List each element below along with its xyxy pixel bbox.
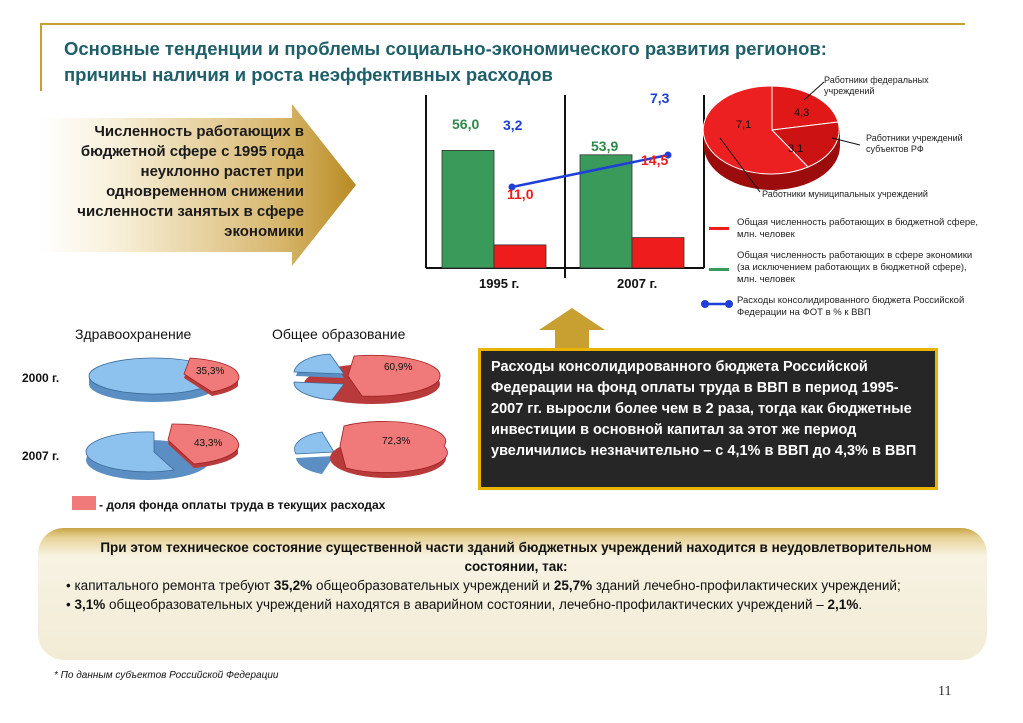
footnote: * По данным субъектов Российской Федерации [54, 670, 279, 681]
bullet-2-value-a: 3,1% [74, 597, 106, 612]
pie-education-2000 [292, 348, 452, 408]
bullet-2-value-b: 2,1% [827, 597, 859, 612]
arrow-text: Численность работающих в бюджетной сфере с 1995 года неуклонно растет при одновременном снижении численности занятых в сфере экономики [77, 123, 304, 240]
bar-label-economy-1995: 56,0 [452, 116, 480, 132]
bar-label-economy-2007: 53,9 [591, 138, 619, 154]
footnote-text: По данным субъектов Российской Федерации [60, 670, 279, 681]
callout-municipal: Работники муниципальных учреждений [762, 189, 928, 199]
frame-line [40, 23, 42, 91]
up-arrow-graphic [537, 306, 607, 350]
share-legend-swatch [72, 496, 96, 510]
bar-budget-0 [494, 245, 546, 268]
pie-3d [703, 86, 840, 190]
bullet-2-text-a: общеобразовательных учреждений находятся в аварийном состоянии, лечебно-профилактических учреждений – [105, 597, 824, 612]
pie-education-2007 [294, 420, 454, 482]
bottom-panel-content [66, 538, 966, 614]
pie-row-2000: 2000 г. [22, 371, 60, 385]
bullet-1-text-b: общеобразовательных учреждений и [312, 578, 554, 593]
pie-label-municipal: 7,1 [736, 119, 752, 131]
info-box-text: Расходы консолидированного бюджета Российской Федерации на фонд оплаты труда в ВВП в период 1995-2007 гг. выросли более чем в 2 раза, тогда как бюджетные инвестиции в основной капитал за этот же период увеличились незначительно – с 4,1% в ВВП до 4,3% в ВВП [491, 359, 917, 459]
bottom-heading: При этом техническое состояние существенной части зданий бюджетных учреждений находится в неудовлетворительном состоянии, так: [100, 540, 932, 574]
legend-economy: Общая численность работающих в сфере экономики (за исключением работающих в бюджетной сфере), млн. человек [737, 250, 973, 285]
bottom-panel [38, 528, 987, 660]
x-tick-2007: 2007 г. [617, 276, 658, 291]
callout-federal: Работники федеральных учреждений [824, 75, 929, 96]
pie-value-health-2007: 43,3% [194, 438, 223, 449]
legend-swatch-economy [709, 268, 729, 271]
bullet-2-text-b: . [858, 597, 863, 612]
bar-label-budget-1995: 11,0 [507, 186, 534, 202]
title-line-1: Основные тенденции и проблемы социально-экономического развития регионов: [64, 38, 827, 59]
bullet-2: • 3,1% общеобразовательных учреждений находятся в аварийном состоянии, лечебно-профилактических учреждений – 2,1%. [66, 597, 863, 612]
pie-value-education-2000: 60,9% [384, 362, 413, 373]
legend-swatch-fot [700, 297, 734, 311]
share-legend-text: - доля фонда оплаты труда в текущих расходах [99, 498, 386, 512]
bullet-1-text-a: капитального ремонта требуют [74, 578, 274, 593]
info-box [478, 348, 938, 490]
title-line-2: причины наличия и роста неэффективных расходов [64, 64, 553, 85]
pie-label-subjects: 3,1 [788, 143, 804, 155]
line-label-fot-2007: 7,3 [650, 90, 670, 106]
pie-column-education: Общее образование [272, 326, 406, 342]
legend-fot: Расходы консолидированного бюджета Российской Федерации на ФОТ в % к ВВП [737, 295, 965, 318]
pie-column-health: Здравоохранение [75, 326, 192, 342]
bullet-1-text-c: зданий лечебно-профилактических учреждений; [592, 578, 901, 593]
line-label-fot-1995: 3,2 [503, 117, 523, 133]
pie-row-2007: 2007 г. [22, 449, 60, 463]
pie-health-2000 [84, 350, 249, 406]
page-number: 11 [938, 684, 952, 699]
bar-economy-0 [442, 150, 494, 268]
legend-budget: Общая численность работающих в бюджетной сфере, млн. человек [737, 217, 979, 240]
pie-label-federal: 4,3 [794, 107, 810, 119]
callout-subjects: Работники учреждений субъектов РФ [866, 133, 963, 154]
bullet-1-value-b: 25,7% [553, 578, 593, 593]
pie-health-2007 [84, 422, 249, 484]
bullet-1: • капитального ремонта требуют 35,2% общеобразовательных учреждений и 25,7% зданий лечебно-профилактических учреждений; [66, 578, 901, 593]
bullet-1-value-a: 35,2% [273, 578, 313, 593]
pie-value-education-2007: 72,3% [382, 436, 411, 447]
bar-budget-1 [632, 238, 684, 268]
pie-value-health-2000: 35,3% [196, 366, 225, 377]
x-tick-1995: 1995 г. [479, 276, 520, 291]
legend-swatch-budget [709, 227, 729, 230]
frame-line [40, 23, 965, 25]
bar-label-budget-2007: 14,5 [641, 152, 669, 168]
